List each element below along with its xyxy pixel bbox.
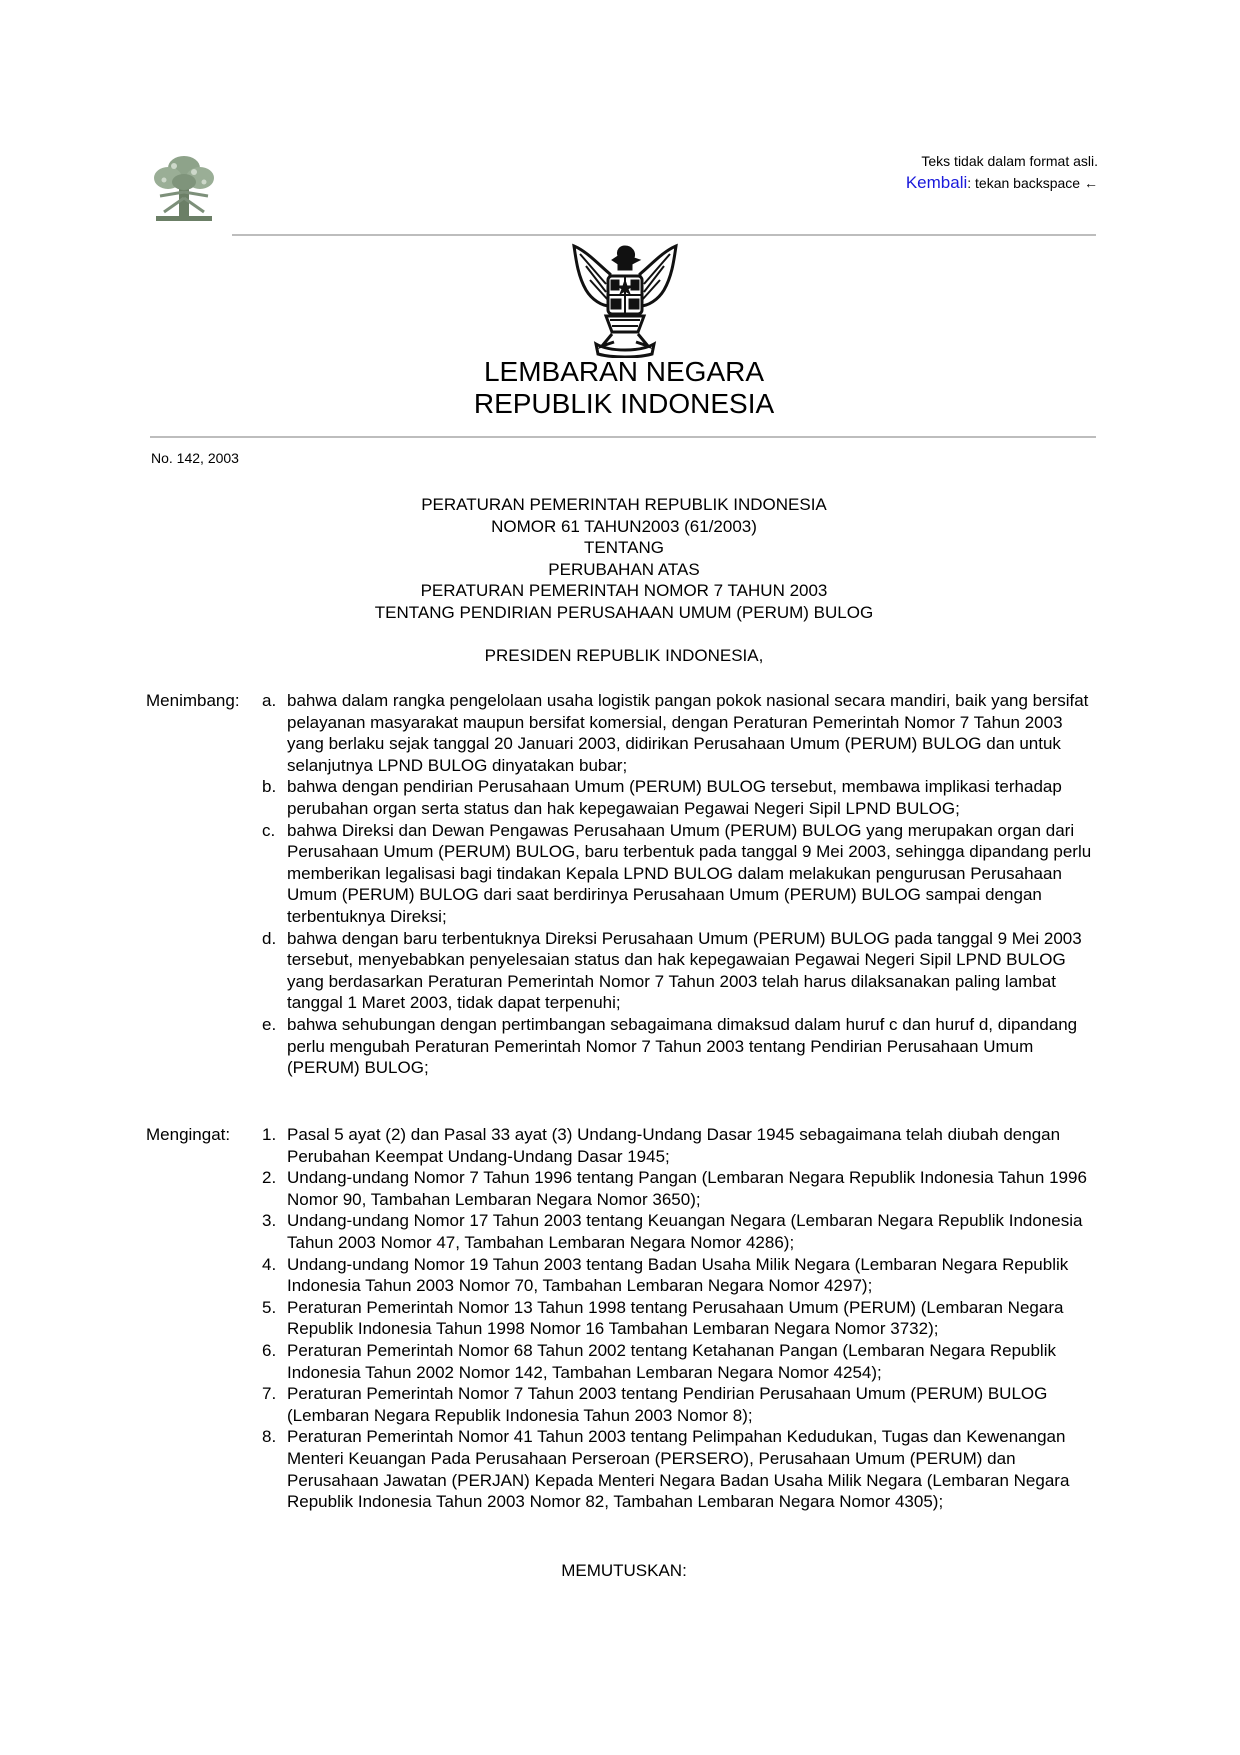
masthead-line-2: REPUBLIK INDONESIA bbox=[473, 388, 775, 419]
item-marker: 8. bbox=[262, 1427, 277, 1447]
tree-logo bbox=[150, 152, 218, 222]
list-item bbox=[262, 928, 1102, 1014]
back-link[interactable]: Kembali bbox=[905, 173, 968, 192]
item-text: Undang-undang Nomor 17 Tahun 2003 tentang Keuangan Negara (Lembaran Negara Republik Indonesia Tahun 2003 Nomor 47, Tambahan Lembaran Negara Nomor 4286); bbox=[287, 1211, 1083, 1252]
list-item bbox=[262, 1426, 1102, 1512]
item-marker: 6. bbox=[262, 1340, 277, 1360]
header-divider-bottom bbox=[150, 436, 1096, 438]
item-text: bahwa sehubungan dengan pertimbangan sebagaimana dimaksud dalam huruf c dan huruf d, dipandang perlu mengubah Peraturan Pemerintah Nomor 7 Tahun 2003 tentang Pendirian Perusahaan Umum (PERUM) BULOG; bbox=[287, 1014, 1078, 1078]
title-line: PERATURAN PEMERINTAH NOMOR 7 TAHUN 2003 bbox=[420, 581, 828, 601]
back-line bbox=[906, 172, 1098, 194]
item-text: bahwa dengan baru terbentuknya Direksi Perusahaan Umum (PERUM) BULOG pada tanggal 9 Mei 2003 tersebut, menyebabkan penyelesaian status dan hak kepegawaian Pegawai Negeri Sipil LPND BULOG yang berdasarkan Peraturan Pemerintah Nomor 7 Tahun 2003 telah harus dilaksanakan paling lambat tanggal 1 Maret 2003, tidak dapat terpenuhi; bbox=[287, 928, 1082, 1013]
list-item bbox=[262, 1167, 1102, 1210]
masthead bbox=[0, 356, 1240, 420]
item-text: bahwa Direksi dan Dewan Pengawas Perusahaan Umum (PERUM) BULOG yang merupakan organ dari Perusahaan Umum (PERUM) BULOG, baru terbentuk pada tanggal 9 Mei 2003, sehingga dipandang perlu memberikan legalisasi bagi tindakan Kepala LPND BULOG dalam melakukan pengurusan Perusahaan Umum (PERUM) BULOG dari saat berdirinya Perusahaan Umum (PERUM) BULOG sampai dengan terbentuknya Direksi; bbox=[287, 820, 1092, 926]
list-item bbox=[262, 1297, 1102, 1340]
header-divider-top bbox=[232, 234, 1096, 236]
item-text: bahwa dengan pendirian Perusahaan Umum (PERUM) BULOG tersebut, membawa implikasi terhadap perubahan organ serta status dan hak kepegawaian Pegawai Negeri Sipil LPND BULOG; bbox=[287, 777, 1062, 818]
item-text: Undang-undang Nomor 7 Tahun 1996 tentang Pangan (Lembaran Negara Republik Indonesia Tahun 1996 Nomor 90, Tambahan Lembaran Negara Nomor 3650); bbox=[287, 1168, 1087, 1209]
title-line: TENTANG PENDIRIAN PERUSAHAAN UMUM (PERUM) BULOG bbox=[374, 602, 874, 622]
item-text: Peraturan Pemerintah Nomor 68 Tahun 2002 tentang Ketahanan Pangan (Lembaran Negara Republik Indonesia Tahun 2002 Nomor 142, Tambahan Lembaran Negara Nomor 4254); bbox=[287, 1340, 1056, 1382]
document-number: No. 142, 2003 bbox=[151, 450, 239, 466]
menimbang-label: Menimbang: bbox=[146, 691, 240, 710]
item-marker: 1. bbox=[262, 1125, 277, 1144]
back-hint: : tekan backspace ← bbox=[967, 175, 1098, 191]
mengingat-label: Mengingat: bbox=[146, 1125, 231, 1144]
item-text: Pasal 5 ayat (2) dan Pasal 33 ayat (3) Undang-Undang Dasar 1945 sebagaimana telah diubah dengan Perubahan Keempat Undang-Undang Dasar 1945; bbox=[287, 1125, 1061, 1166]
list-item bbox=[262, 1254, 1102, 1297]
item-marker: 3. bbox=[262, 1211, 277, 1231]
item-marker: e. bbox=[262, 1014, 277, 1034]
item-text: Peraturan Pemerintah Nomor 13 Tahun 1998 tentang Perusahaan Umum (PERUM) (Lembaran Negara Republik Indonesia Tahun 1998 Nomor 16 Tambahan Lembaran Negara Nomor 3732); bbox=[287, 1297, 1064, 1339]
president-heading: PRESIDEN REPUBLIK INDONESIA, bbox=[484, 646, 764, 665]
item-text: bahwa dalam rangka pengelolaan usaha logistik pangan pokok nasional secara mandiri, baik yang bersifat pelayanan masyarakat maupun bersifat komersial, dengan Peraturan Pemerintah Nomor 7 Tahun 2003 yang berlaku sejak tanggal 20 Januari 2003, didirikan Perusahaan Umum (PERUM) BULOG dan untuk selanjutnya LPND BULOG dinyatakan bubar; bbox=[287, 691, 1089, 775]
title-line: PERATURAN PEMERINTAH REPUBLIK INDONESIA bbox=[421, 495, 827, 514]
item-marker: c. bbox=[262, 820, 276, 840]
list-item bbox=[262, 1383, 1102, 1426]
menimbang-list bbox=[262, 690, 1102, 1079]
masthead-line-1: LEMBARAN NEGARA bbox=[483, 356, 765, 387]
item-marker: 5. bbox=[262, 1297, 277, 1317]
memutuskan-heading: MEMUTUSKAN: bbox=[561, 1561, 687, 1580]
list-item bbox=[262, 690, 1102, 776]
list-item bbox=[262, 776, 1102, 819]
item-text: Peraturan Pemerintah Nomor 7 Tahun 2003 tentang Pendirian Perusahaan Umum (PERUM) BULOG (Lembaran Negara Republik Indonesia Tahun 2003 Nomor 8); bbox=[287, 1384, 1048, 1425]
mengingat-list bbox=[262, 1124, 1102, 1513]
list-item bbox=[262, 1014, 1102, 1079]
item-text: Peraturan Pemerintah Nomor 41 Tahun 2003 tentang Pelimpahan Kedudukan, Tugas dan Kewenangan Menteri Keuangan Pada Perusahaan Perseroan (PERSERO), Perusahaan Umum (PERUM) dan Perusahaan Jawatan (PERJAN) Kepada Menteri Negara Badan Usaha Milik Negara (Lembaran Negara Republik Indonesia Tahun 2003 Nomor 82, Tambahan Lembaran Negara Nomor 4305); bbox=[287, 1427, 1070, 1512]
regulation-title bbox=[0, 494, 1240, 624]
format-notice-text: Teks tidak dalam format asli. bbox=[921, 153, 1098, 169]
garuda-emblem bbox=[566, 240, 684, 358]
list-item bbox=[262, 1124, 1102, 1167]
title-line: TENTANG bbox=[584, 538, 664, 558]
item-marker: a. bbox=[262, 691, 277, 710]
item-marker: 4. bbox=[262, 1254, 277, 1274]
item-marker: b. bbox=[262, 777, 277, 797]
item-marker: 2. bbox=[262, 1168, 277, 1188]
item-marker: 7. bbox=[262, 1384, 277, 1404]
item-marker: d. bbox=[262, 928, 277, 948]
list-item bbox=[262, 1210, 1102, 1253]
item-text: Undang-undang Nomor 19 Tahun 2003 tentang Badan Usaha Milik Negara (Lembaran Negara Republik Indonesia Tahun 2003 Nomor 70, Tambahan Lembaran Negara Nomor 4297); bbox=[287, 1254, 1069, 1296]
format-notice bbox=[906, 150, 1098, 194]
title-line: PERUBAHAN ATAS bbox=[548, 559, 700, 579]
list-item bbox=[262, 1340, 1102, 1383]
list-item bbox=[262, 820, 1102, 928]
title-line: NOMOR 61 TAHUN2003 (61/2003) bbox=[491, 516, 757, 536]
